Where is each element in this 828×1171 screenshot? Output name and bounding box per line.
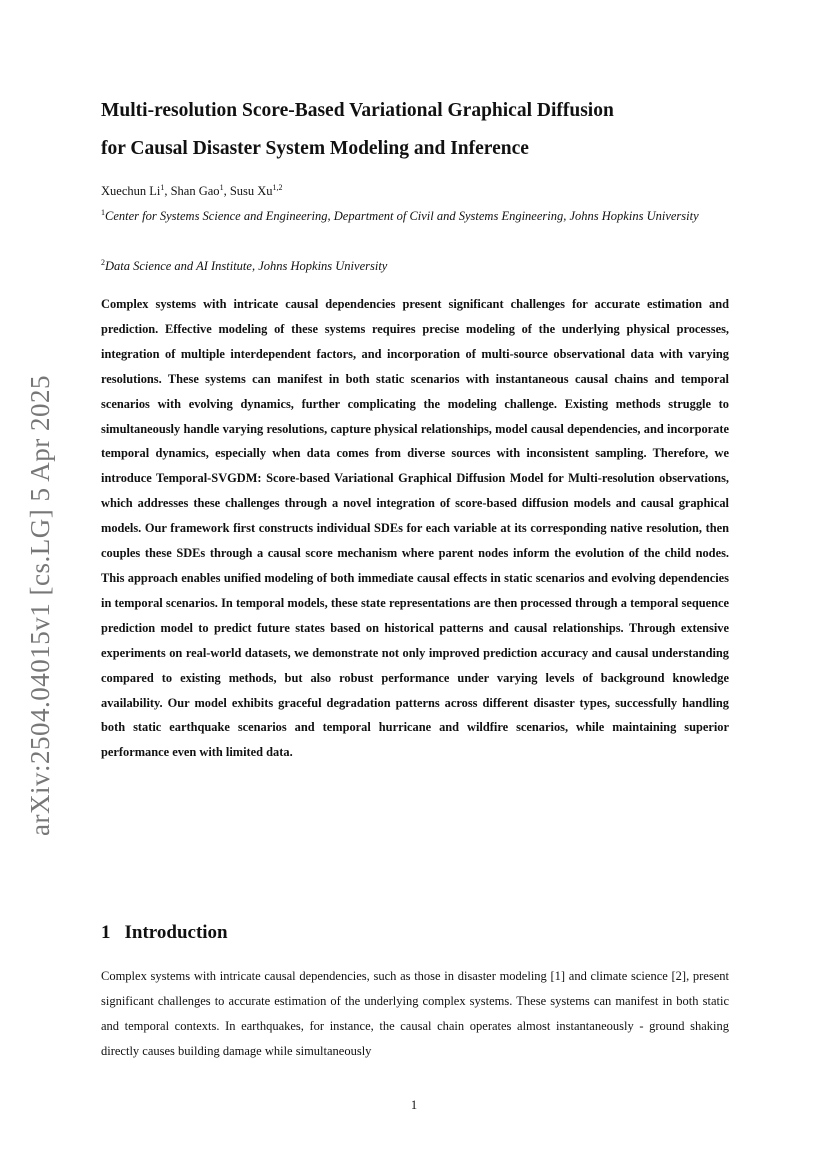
author-affiliation-mark: 1 bbox=[219, 182, 224, 192]
author-name: Shan Gao bbox=[170, 184, 220, 198]
affiliation-1 bbox=[101, 204, 729, 229]
introduction-paragraph: Complex systems with intricate causal dependencies, such as those in disaster modeling [1] and climate science [2], present significant challenges to accurate estimation of the underlying complex systems. These systems can manifest in both static and temporal contexts. In earthquakes, for instance, the causal chain operates almost instantaneously - ground shaking directly causes building damage while simultaneously bbox=[101, 969, 729, 1058]
title-line-1: Multi-resolution Score-Based Variational Graphical Diffusion bbox=[101, 100, 614, 121]
author-affiliation-mark: 1,2 bbox=[272, 182, 283, 192]
affiliation-text: Data Science and AI Institute, Johns Hopkins University bbox=[105, 259, 388, 273]
author-separator: , bbox=[223, 184, 230, 198]
section-heading bbox=[101, 922, 729, 944]
author-name: Susu Xu bbox=[229, 184, 273, 198]
author-separator: , bbox=[164, 184, 171, 198]
affiliation-mark: 1 bbox=[101, 207, 105, 217]
section-number: 1 bbox=[101, 922, 111, 943]
arxiv-id-text: arXiv:2504.04015v1 [cs.LG] 5 Apr 2025 bbox=[24, 374, 55, 836]
abstract: Complex systems with intricate causal dependencies present significant challenges for accurate estimation and prediction. Effective modeling of these systems requires precise modeling of the underlying physical processes, integration of multiple interdependent factors, and incorporation of multi-source observational data with varying resolutions. These systems can manifest in both static scenarios with instantaneous causal chains and temporal scenarios with evolving dynamics, further complicating the modeling challenge. Existing methods struggle to simultaneously handle varying resolutions, capture physical relationships, model causal dependencies, and incorporate temporal dynamics, especially when data comes from diverse sources with inconsistent sampling. Therefore, we introduce Temporal-SVGDM: Score-based Variational Graphical Diffusion Model for Multi-resolution observations, which addresses these challenges through a novel integration of score-based diffusion models and causal graphical models. Our framework first constructs individual SDEs for each variable at its corresponding native resolution, then couples these SDEs through a causal score mechanism where parent nodes inform the evolution of the child nodes. This approach enables unified modeling of both immediate causal effects in static scenarios and evolving dependencies in temporal scenarios. In temporal models, these state representations are then processed through a temporal sequence prediction model to predict future states based on historical patterns and causal relationships. Through extensive experiments on real-world datasets, we demonstrate not only improved prediction accuracy and causal understanding compared to existing methods, but also robust performance under varying levels of background knowledge availability. Our model exhibits graceful degradation patterns across different disaster types, successfully handling both static earthquake scenarios and temporal hurricane and wildfire scenarios, while maintaining superior performance even with limited data. bbox=[101, 297, 729, 760]
author-name: Xuechun Li bbox=[101, 184, 161, 198]
title-line-2: for Causal Disaster System Modeling and Inference bbox=[101, 138, 529, 159]
author-list bbox=[101, 181, 729, 201]
paper-title bbox=[101, 92, 729, 168]
affiliation-mark: 2 bbox=[101, 257, 105, 267]
arxiv-identifier-stamp bbox=[20, 370, 60, 840]
section-title: Introduction bbox=[124, 922, 228, 943]
affiliation-2 bbox=[101, 254, 729, 279]
author-affiliation-mark: 1 bbox=[160, 182, 165, 192]
affiliation-text: Center for Systems Science and Engineering, Department of Civil and Systems Engineering, Johns Hopkins University bbox=[105, 209, 699, 223]
page-number: 1 bbox=[410, 1098, 418, 1112]
